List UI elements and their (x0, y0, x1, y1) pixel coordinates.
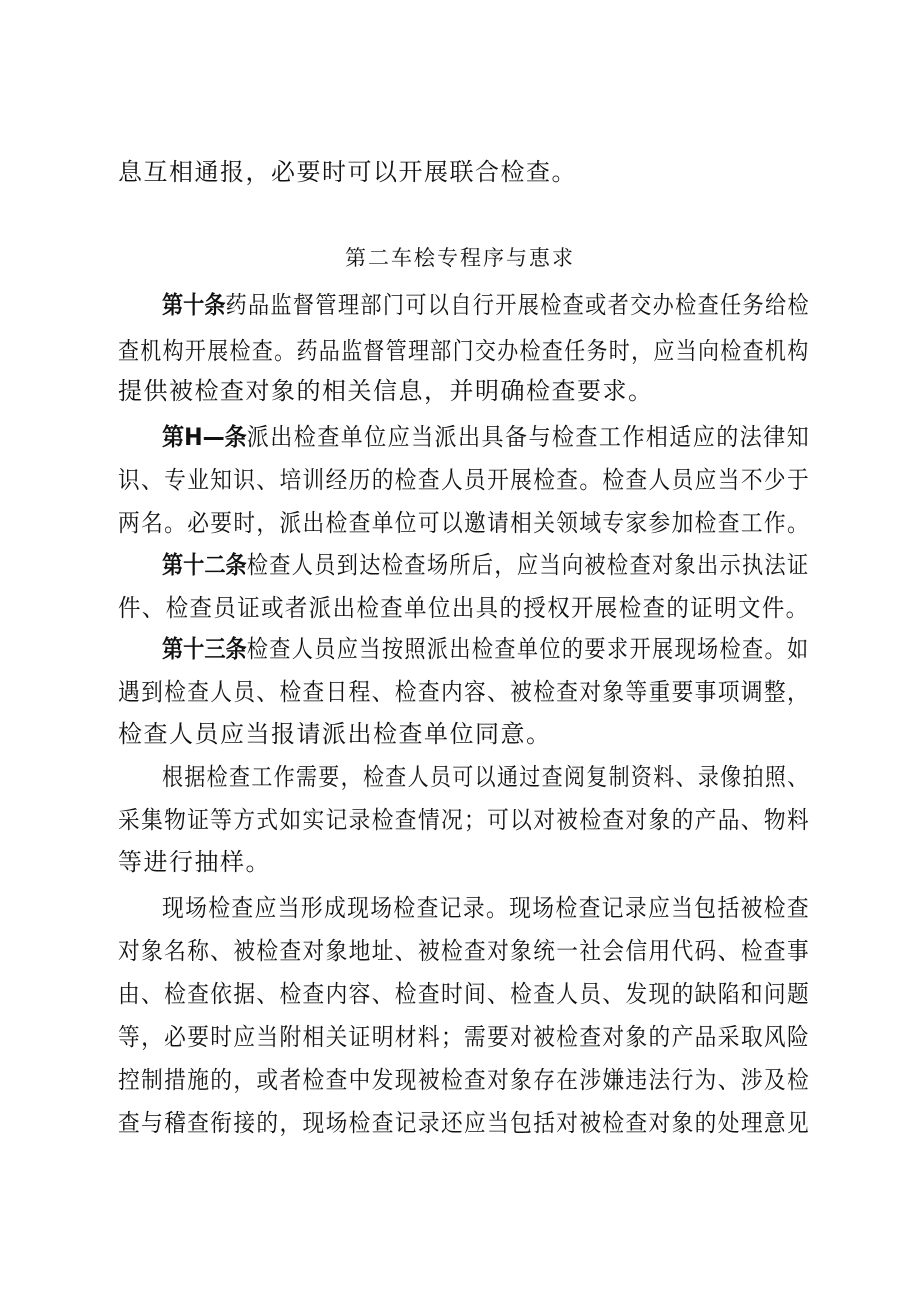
article-11-line-2: 识、专业知识、培训经历的检查人员开展检查。检查人员应当不少于 (118, 466, 811, 494)
paragraph-2-line-6: 查与稽查衔接的，现场检查记录还应当包括对被检查对象的处理意见 (118, 1109, 811, 1137)
section-heading: 第二车桧专程序与恵求 (345, 246, 575, 270)
article-text: 药品监督管理部门可以自行开展检查或者交办检查任务给检 (225, 291, 810, 319)
article-12-line-2: 件、检查员证或者派出检查单位出具的授权开展检查的证明文件。 (118, 594, 810, 622)
paragraph-2-line-5: 控制措施的，或者检查中发现被检查对象存在涉嫌违法行为、涉及检 (118, 1066, 811, 1094)
paragraph-1-line-2: 采集物证等方式如实记录检查情况；可以对被检查对象的产品、物料 (118, 806, 811, 834)
article-11-line-1 (162, 422, 810, 452)
article-text: 检查人员到达检查场所后，应当向被检查对象出示执法证 (246, 551, 810, 579)
paragraph-2-line-3: 由、检查依据、检查内容、检查时间、检查人员、发现的缺陷和问题 (118, 980, 811, 1008)
article-label: 第十条 (162, 291, 226, 319)
article-text: 派出检查单位应当派出具备与检查工作相适应的法律知 (246, 423, 811, 451)
paragraph-1-line-3: 等进行抽样。 (118, 848, 271, 876)
article-12-line-1 (162, 550, 810, 580)
article-13-line-1 (162, 634, 810, 664)
paragraph-2-line-2: 对象名称、被检查对象地址、被检查对象统一社会信用代码、检查事 (118, 937, 811, 965)
article-text: 检查人员应当按照派出检查单位的要求开展现场检查。如 (246, 635, 810, 663)
article-label: 第十二条 (162, 551, 247, 579)
article-13-line-3: 检查人员应当报请派出检查单位同意。 (118, 720, 552, 748)
paragraph-2-line-1: 现场检查应当形成现场检查记录。现场检查记录应当包括被检查 (162, 894, 811, 922)
article-10-line-2: 查机构开展检查。药品监督管理部门交办检查任务时，应当向检查机构 (118, 337, 810, 365)
article-11-line-3: 两名。必要时，派出检查单位可以邀请相关领域专家参加检查工作。 (118, 509, 811, 537)
article-label: 第H—条 (162, 423, 247, 451)
continuation-line: 息互相通报，必要时可以开展联合检查。 (118, 158, 577, 186)
article-10-line-3: 提供被检查对象的相关信息，并明确检查要求。 (118, 377, 654, 405)
article-10-line-1 (162, 290, 810, 320)
paragraph-1-line-1: 根据检查工作需要，检查人员可以通过查阅复制资料、录像拍照、 (162, 763, 810, 791)
article-label: 第十三条 (162, 635, 247, 663)
paragraph-2-line-4: 等，必要时应当附相关证明材料；需要对被检查对象的产品采取风险 (118, 1023, 811, 1051)
article-13-line-2: 遇到检查人员、检查日程、检查内容、被检查对象等重要事项调整， (118, 678, 811, 706)
